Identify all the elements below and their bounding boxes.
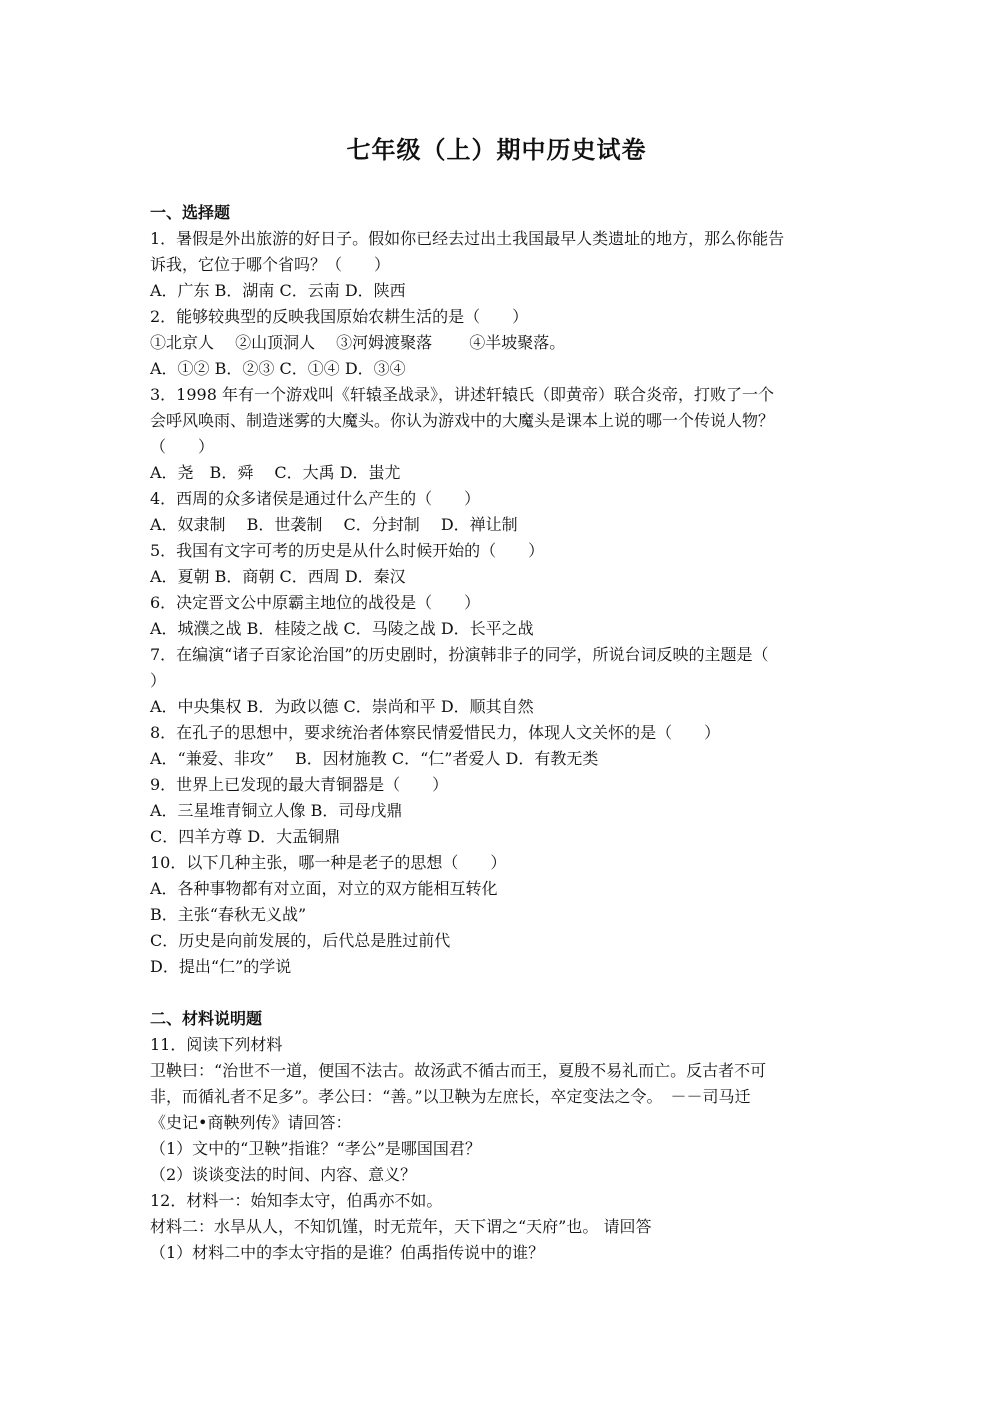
answer-options: A．①② B．②③ C．①④ D．③④	[150, 359, 406, 378]
answer-options: D．提出“仁”的学说	[150, 957, 292, 976]
question-line: （ ）	[150, 437, 215, 456]
question-line: 诉我，它位于哪个省吗？（ ）	[150, 255, 391, 274]
answer-options: A．城濮之战 B．桂陵之战 C．马陵之战 D．长平之战	[150, 619, 534, 638]
question-line: 1．暑假是外出旅游的好日子。假如你已经去过出土我国最早人类遗址的地方，那么你能告	[150, 229, 785, 248]
question-line: 12．材料一：始知李太守，伯禹亦不如。	[150, 1191, 443, 1210]
question-line: 3．1998 年有一个游戏叫《轩辕圣战录》，讲述轩辕氏（即黄帝）联合炎帝，打败了一个	[150, 385, 774, 404]
answer-options: A．三星堆青铜立人像 B．司母戊鼎	[150, 801, 403, 820]
question-line: 11．阅读下列材料	[150, 1035, 283, 1054]
sub-question: （2）谈谈变法的时间、内容、意义？	[150, 1165, 417, 1184]
section-material	[150, 1032, 850, 1266]
question-line: 9．世界上已发现的最大青铜器是（ ）	[150, 775, 449, 794]
question-line: 8．在孔子的思想中，要求统治者体察民情爱惜民力，体现人文关怀的是（ ）	[150, 723, 721, 742]
question-line: ）	[150, 671, 167, 690]
question-line: 6．决定晋文公中原霸主地位的战役是（ ）	[150, 593, 481, 612]
exam-content	[150, 200, 850, 1266]
material-line: 卫鞅曰：“治世不一道，便国不法古。故汤武不循古而王，夏殷不易礼而亡。反古者不可	[150, 1061, 767, 1080]
section-heading-material: 二、材料说明题	[150, 1009, 263, 1028]
answer-options: A．奴隶制 B．世袭制 C．分封制 D．禅让制	[150, 515, 518, 534]
answer-options: C．四羊方尊 D．大盂铜鼎	[150, 827, 341, 846]
question-line: 10．以下几种主张，哪一种是老子的思想（ ）	[150, 853, 507, 872]
question-line: 4．西周的众多诸侯是通过什么产生的（ ）	[150, 489, 481, 508]
question-line: 会呼风唤雨、制造迷雾的大魔头。你认为游戏中的大魔头是课本上说的哪一个传说人物？	[150, 411, 775, 430]
question-line: ①北京人 ②山顶洞人 ③河姆渡聚落 ④半坡聚落。	[150, 333, 566, 352]
sub-question: （1）材料二中的李太守指的是谁？伯禹指传说中的谁？	[150, 1243, 545, 1262]
answer-options: A．“兼爱、非攻” B．因材施教 C．“仁”者爱人 D．有教无类	[150, 749, 599, 768]
answer-options: A．夏朝 B．商朝 C．西周 D．秦汉	[150, 567, 406, 586]
material-line: 材料二：水旱从人，不知饥馑，时无荒年，天下谓之“天府”也。 请回答	[150, 1217, 652, 1236]
question-line: 5．我国有文字可考的历史是从什么时候开始的（ ）	[150, 541, 545, 560]
section-choice	[150, 226, 850, 980]
answer-options: A．中央集权 B．为政以德 C．崇尚和平 D．顺其自然	[150, 697, 534, 716]
answer-options: C．历史是向前发展的，后代总是胜过前代	[150, 931, 451, 950]
answer-options: B．主张“春秋无义战”	[150, 905, 307, 924]
sub-question: （1）文中的“卫鞅”指谁？“孝公”是哪国国君？	[150, 1139, 481, 1158]
answer-options: A．各种事物都有对立面，对立的双方能相互转化	[150, 879, 498, 898]
question-line: 2．能够较典型的反映我国原始农耕生活的是（ ）	[150, 307, 529, 326]
exam-title: 七年级（上）期中历史试卷	[346, 135, 647, 164]
material-line: 非，而循礼者不足多”。孝公曰：“善。”以卫鞅为左庶长，卒定变法之令。 －－司马迁	[150, 1087, 751, 1106]
answer-options: A．广东 B．湖南 C．云南 D．陕西	[150, 281, 406, 300]
answer-options: A．尧 B．舜 C．大禹 D．蚩尤	[150, 463, 401, 482]
section-spacer	[150, 980, 850, 1006]
material-line: 《史记•商鞅列传》请回答：	[150, 1113, 352, 1132]
question-line: 7．在编演“诸子百家论治国”的历史剧时，扮演韩非子的同学，所说台词反映的主题是（	[150, 645, 769, 664]
section-heading-choice: 一、选择题	[150, 203, 231, 222]
